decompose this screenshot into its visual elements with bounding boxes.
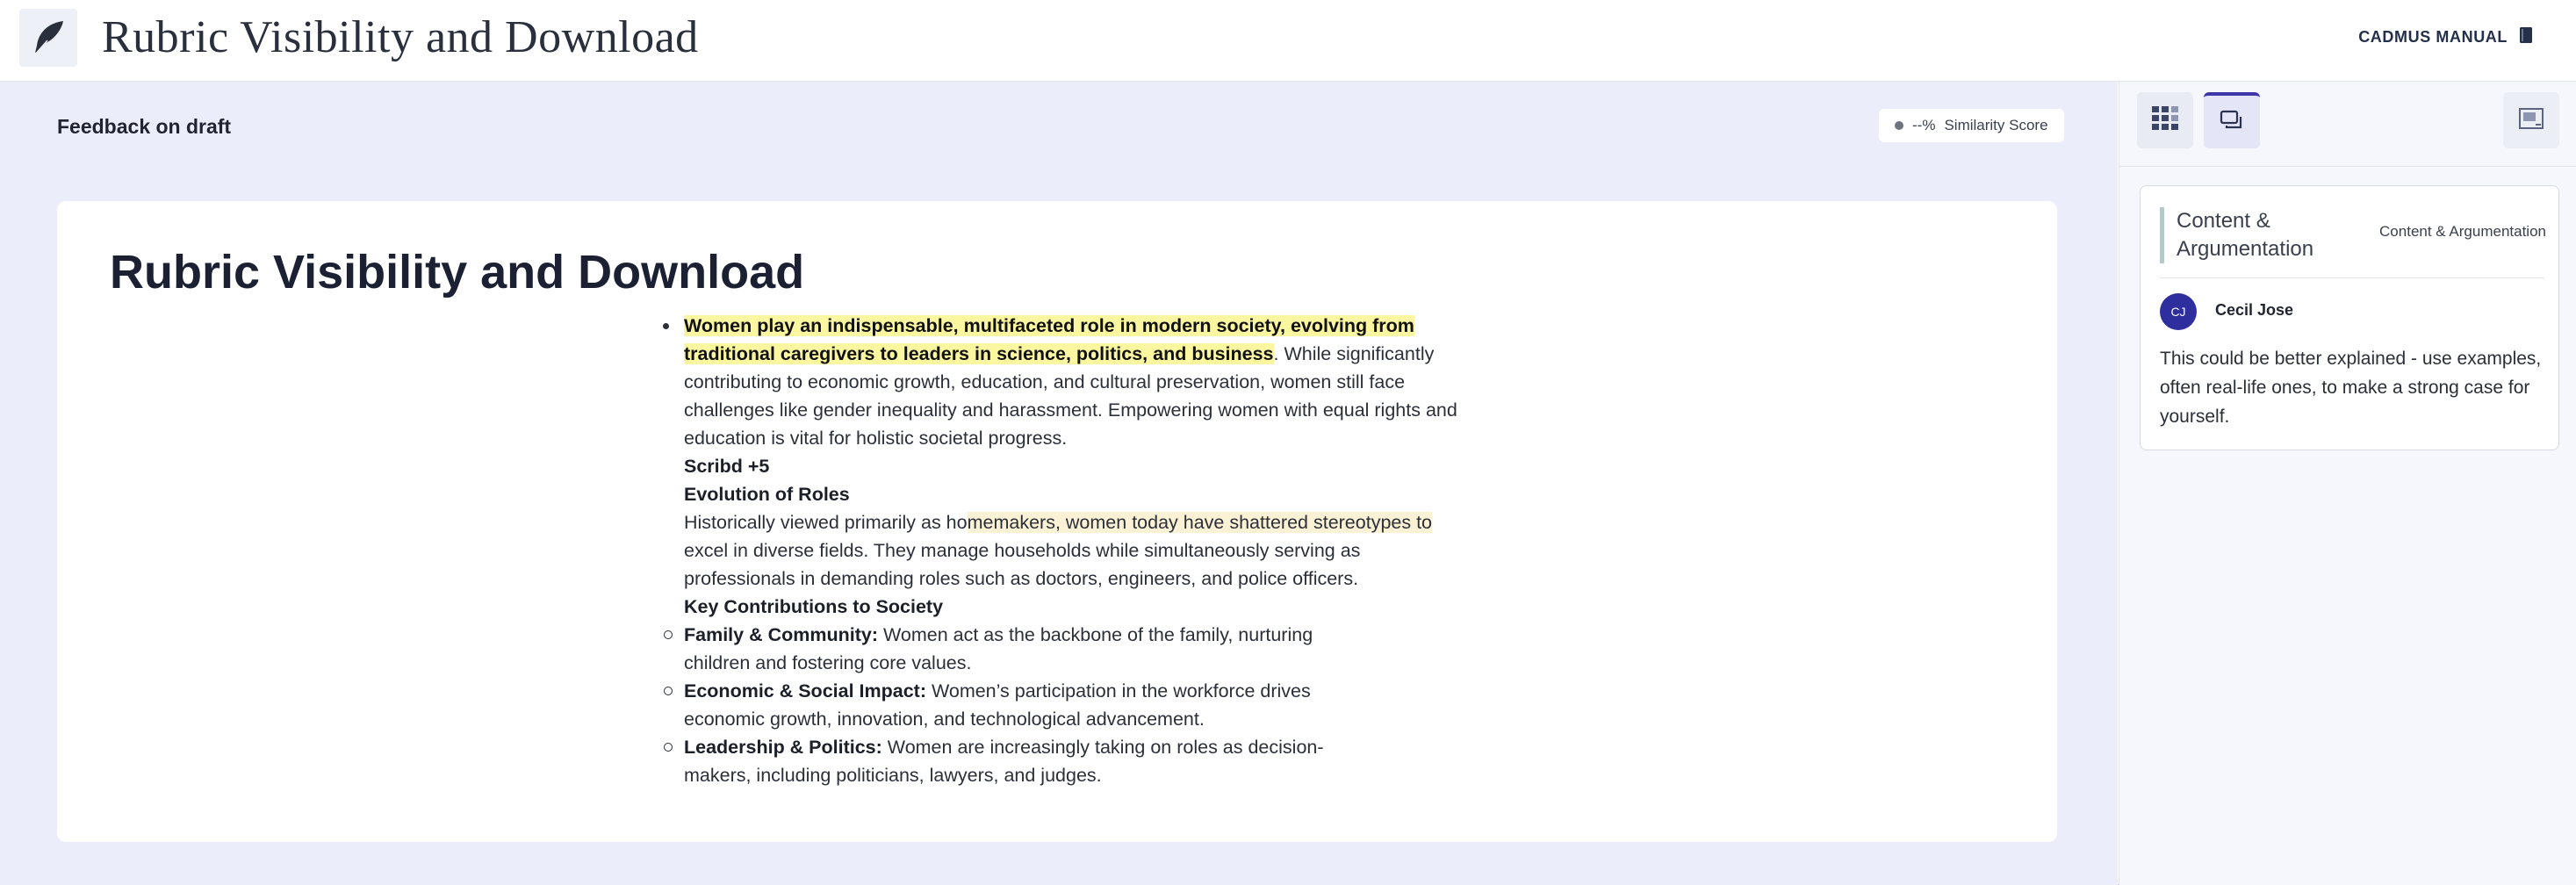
expand-panel-button[interactable] bbox=[2503, 92, 2559, 148]
feedback-side-panel bbox=[2119, 82, 2576, 885]
list-item bbox=[684, 621, 1369, 677]
avatar: CJ bbox=[2160, 293, 2197, 330]
section-heading-roles: Evolution of Roles bbox=[684, 484, 850, 505]
tab-rubric[interactable] bbox=[2137, 92, 2193, 148]
tab-comments[interactable] bbox=[2204, 92, 2260, 148]
list-item bbox=[684, 733, 1369, 789]
comment-card[interactable] bbox=[2140, 185, 2559, 450]
roles-paragraph bbox=[684, 508, 1457, 593]
document-card bbox=[57, 201, 2057, 842]
feather-logo-icon bbox=[19, 9, 77, 67]
contribution-label: Economic & Social Impact: bbox=[684, 680, 926, 702]
divider bbox=[2160, 277, 2544, 278]
contribution-text: Women are increasingly taking on roles as decision-makers, including politicians, lawyers, and judges. bbox=[684, 737, 1324, 786]
similarity-label: Similarity Score bbox=[1944, 117, 2048, 133]
top-bar bbox=[0, 0, 2576, 82]
section-heading-contributions: Key Contributions to Society bbox=[684, 596, 944, 617]
similarity-value: --% bbox=[1912, 117, 1936, 133]
feedback-title: Feedback on draft bbox=[57, 115, 232, 138]
roles-text-post: excel in diverse fields. They manage households while simultaneously serving as professionals in demanding roles such as doctors, engineers, and police officers. bbox=[684, 540, 1361, 589]
source-text: Scribd +5 bbox=[684, 456, 770, 477]
highlighted-text-soft[interactable]: memakers, women today have shattered stereotypes to bbox=[967, 512, 1433, 533]
contributions-list bbox=[684, 621, 1369, 789]
cadmus-manual-link[interactable] bbox=[2358, 26, 2534, 48]
intro-text: . While significantly contributing to economic growth, education, and cultural preservation, women still face challenges like gender inequality and harassment. Empowering women with equal rights and education is vital for holistic societal progress. bbox=[684, 343, 1457, 449]
panel-tabs bbox=[2119, 82, 2576, 167]
comments-icon bbox=[2220, 110, 2244, 135]
intro-paragraph bbox=[684, 312, 1474, 452]
list-item bbox=[684, 677, 1369, 733]
status-dot-icon bbox=[1895, 121, 1903, 130]
contribution-label: Family & Community: bbox=[684, 624, 878, 645]
comment-author: Cecil Jose bbox=[2215, 301, 2294, 319]
contribution-text: Women’s participation in the workforce drives economic growth, innovation, and technological advancement. bbox=[684, 680, 1311, 730]
document-list bbox=[684, 312, 1527, 789]
main-area bbox=[0, 82, 2118, 885]
manual-label: CADMUS MANUAL bbox=[2358, 28, 2508, 46]
roles-text-pre: Historically viewed primarily as ho bbox=[684, 512, 968, 533]
app-title: Rubric Visibility and Download bbox=[102, 12, 699, 62]
highlighted-text[interactable]: Women play an indispensable, multifaceted role in modern society, evolving from traditional caregivers to leaders in science, politics, and business bbox=[684, 315, 1414, 364]
contribution-label: Leadership & Politics: bbox=[684, 737, 882, 758]
criterion-tag: Content & Argumentation bbox=[2379, 223, 2546, 240]
document-body bbox=[684, 312, 1527, 789]
expand-panel-icon bbox=[2518, 107, 2544, 134]
criterion-title: Content & Argumentation bbox=[2160, 207, 2370, 263]
contribution-text: Women act as the backbone of the family, nurturing children and fostering core values. bbox=[684, 624, 1313, 673]
grid-icon bbox=[2151, 105, 2179, 136]
document-title: Rubric Visibility and Download bbox=[110, 246, 805, 299]
similarity-score-badge[interactable] bbox=[1879, 109, 2064, 142]
list-item bbox=[684, 312, 1527, 789]
book-icon bbox=[2518, 26, 2534, 48]
comment-text: This could be better explained - use examples, often real-life ones, to make a strong case for yourself. bbox=[2160, 349, 2542, 427]
